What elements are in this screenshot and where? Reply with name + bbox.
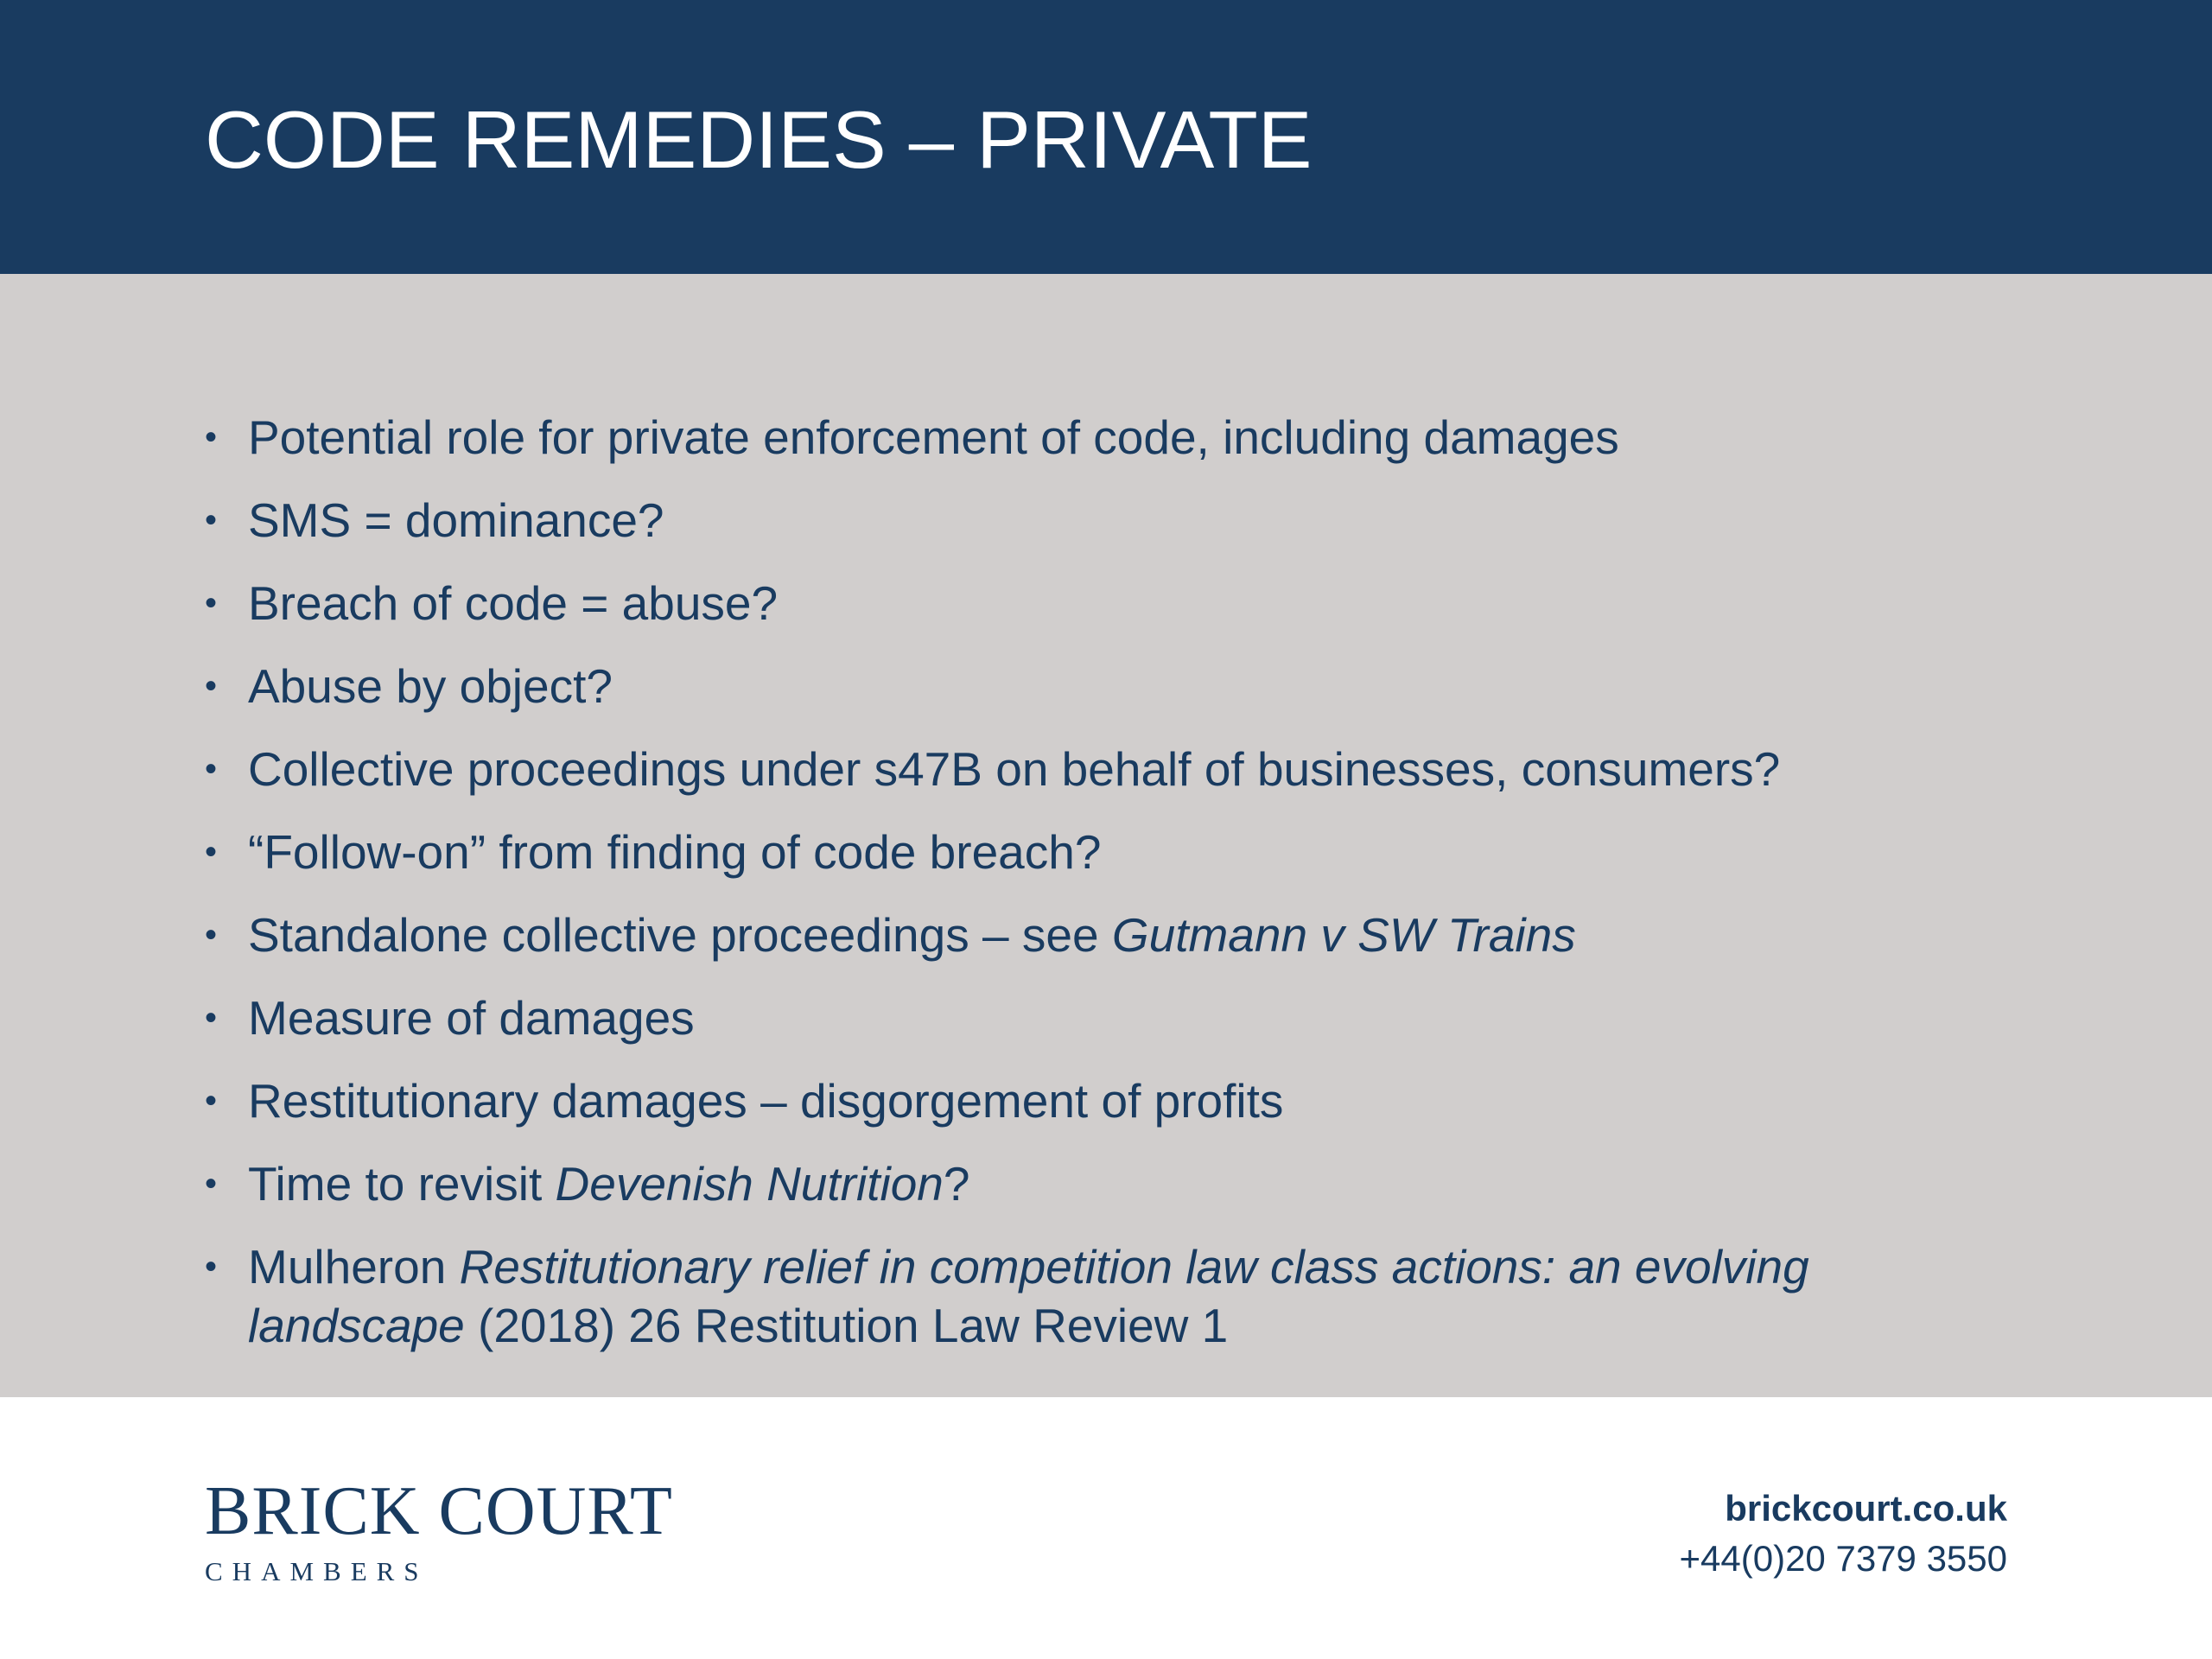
bullet-list — [205, 408, 1985, 1379]
bullet-item — [205, 491, 1985, 550]
bullet-text — [248, 576, 778, 630]
bullet-text — [248, 1240, 1809, 1352]
bullet-segment: Breach of code = abuse? — [248, 576, 779, 630]
website-link[interactable]: brickcourt.co.uk — [1725, 1488, 2007, 1529]
bullet-text — [248, 659, 613, 713]
bullet-dot-icon: • — [205, 750, 218, 788]
bullet-text — [248, 410, 1619, 464]
bullet-segment: Abuse by object? — [248, 659, 613, 713]
bullet-segment: Potential role for private enforcement of code, including damages — [248, 410, 1619, 464]
bullet-item — [205, 1071, 1985, 1130]
bullet-text — [248, 908, 1576, 962]
footer — [0, 1397, 2212, 1659]
bullet-dot-icon: • — [205, 1082, 218, 1120]
bullet-item — [205, 1237, 1985, 1355]
bullet-segment: Mulheron — [248, 1240, 460, 1294]
header-bar — [0, 0, 2212, 274]
bullet-text — [248, 1074, 1283, 1128]
bullet-italic-segment: Gutmann v SW Trains — [1111, 908, 1576, 962]
bullet-segment: (2018) 26 Restitution Law Review 1 — [464, 1299, 1229, 1352]
bullet-dot-icon: • — [205, 833, 218, 871]
bullet-segment: Time to revisit — [248, 1157, 556, 1211]
content-area — [0, 274, 2212, 1397]
bullet-item — [205, 574, 1985, 632]
bullet-item — [205, 1154, 1985, 1213]
bullet-text — [248, 825, 1101, 879]
bullet-segment: “Follow-on” from finding of code breach? — [248, 825, 1102, 879]
bullet-segment: Measure of damages — [248, 991, 695, 1045]
bullet-text — [248, 742, 1780, 796]
bullet-item — [205, 740, 1985, 798]
bullet-text — [248, 1157, 969, 1211]
bullet-dot-icon: • — [205, 584, 218, 622]
bullet-item — [205, 408, 1985, 467]
logo-main-text: BRICK COURT — [205, 1473, 673, 1549]
bullet-italic-segment: Restitutionary relief in competition law class actions: an evolving landscape — [248, 1240, 1809, 1352]
slide-title: CODE REMEDIES – PRIVATE — [205, 94, 1313, 185]
bullet-dot-icon: • — [205, 501, 218, 539]
bullet-dot-icon: • — [205, 1165, 218, 1203]
bullet-dot-icon: • — [205, 418, 218, 456]
phone-number: +44(0)20 7379 3550 — [1679, 1538, 2007, 1579]
bullet-dot-icon: • — [205, 999, 218, 1037]
bullet-italic-segment: Devenish Nutrition — [555, 1157, 944, 1211]
bullet-item — [205, 657, 1985, 715]
contact-info — [1680, 1484, 2008, 1584]
bullet-segment: SMS = dominance? — [248, 493, 664, 547]
bullet-dot-icon: • — [205, 1248, 218, 1286]
bullet-segment: ? — [943, 1157, 970, 1211]
bullet-item — [205, 988, 1985, 1047]
bullet-item — [205, 823, 1985, 881]
bullet-dot-icon: • — [205, 667, 218, 705]
brick-court-logo — [205, 1473, 673, 1587]
logo-sub-text: CHAMBERS — [205, 1556, 429, 1586]
bullet-text — [248, 991, 695, 1045]
bullet-segment: Collective proceedings under s47B on behalf of businesses, consumers? — [248, 742, 1781, 796]
bullet-segment: Restitutionary damages – disgorgement of profits — [248, 1074, 1284, 1128]
bullet-dot-icon: • — [205, 916, 218, 954]
bullet-text — [248, 493, 664, 547]
bullet-segment: Standalone collective proceedings – see — [248, 908, 1112, 962]
bullet-item — [205, 906, 1985, 964]
